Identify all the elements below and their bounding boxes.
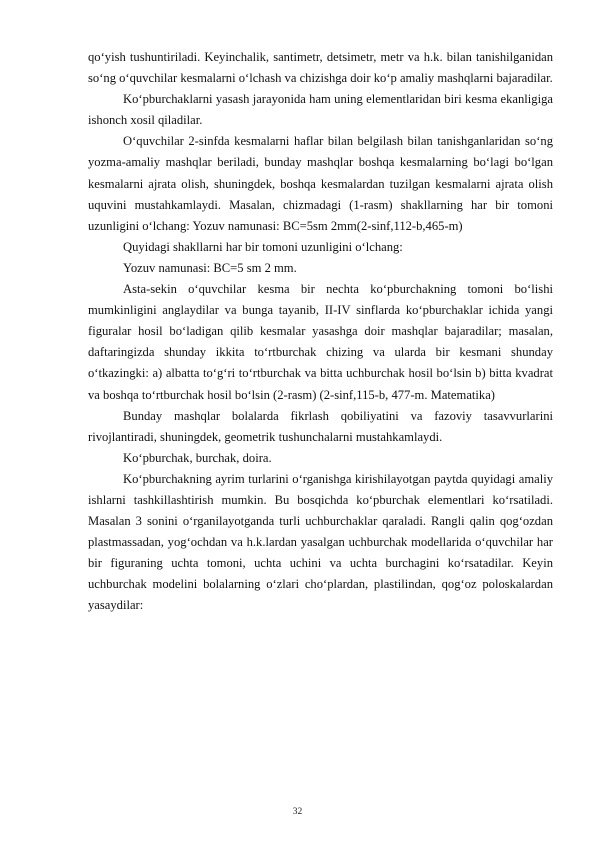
paragraph-gradual-understanding: Asta-sekin o‘quvchilar kesma bir nechta ko‘pburchakning tomoni bo‘lishi mumkinligini anglaydilar va bunga tayanib, II-IV sinflarda ko‘pburchaklar ichida yangi figuralar hosil bo‘ladigan qilib kesmalar yasashga doir mashqlar bajaradilar; masalan, daftaringizda shunday ikkita to‘rtburchak chizing va ularda bir kesmani shunday o‘tkazingki: a) albatta to‘g‘ri to‘rtburchak va bitta uchburchak hosil bo‘lsin b) bitta kvadrat va boshqa to‘rtburchak hosil bo‘lsin (2-rasm) (2-sinf,115-b, 477-m. Matematika) (88, 282, 553, 402)
paragraph-sample-notation: Yozuv namunasi: BC=5 sm 2 mm. (123, 260, 297, 275)
paragraph-practical-work: Ko‘pburchakning ayrim turlarini o‘rganishga kirishilayotgan paytda quyidagi amaliy ishlarni tashkillashtirish mumkin. Bu bosqichda ko‘pburchak elementlari ko‘rsatiladi. Masalan 3 sonini o‘rganilayotganda turli uchburchaklar qaraladi. Rangli qalin qog‘ozdan plastmassadan, yog‘ochdan va h.k.lardan yasalgan uchburchak modellarida o‘quvchilar har bir figuraning uchta tomoni, uchta uchini va uchta burchagini ko‘rsatadilar. Keyin uchburchak modelini bolalarning o‘zlari cho‘plardan, plastilindan, qog‘oz poloskalardan yasaydilar: (88, 471, 553, 613)
page-number: 32 (292, 807, 303, 817)
body-text (88, 47, 553, 617)
paragraph-polygon-elements: Ko‘pburchaklarni yasash jarayonida ham uning elementlaridan biri kesma ekanligiga ishonch xosil qiladilar. (88, 92, 553, 128)
paragraph-labeling-segments: O‘quvchilar 2-sinfda kesmalarni haflar bilan belgilash bilan tanishganlaridan so‘ng yozma-amaliy mashqlar beriladi, bunday mashqlar boshqa kesmalarning bo‘lagi bo‘lgan kesmalarni ajrata olish, shuningdek, boshqa kesmalardan tuzilgan kesmalarni ajrata olish uquvini mustahkamlaydi. Masalan, chizmadagi (1-rasm) shakllarning har bir tomoni uzunligini o‘lchang: Yozuv namunasi: BC=5sm 2mm(2-sinf,112-b,465-m) (88, 134, 553, 233)
paragraph-exercise-benefits: Bunday mashqlar bolalarda fikrlash qobiliyatini va fazoviy tasavvurlarini rivojlantiradi, shuningdek, geometrik tushunchalarni mustahkamlaydi. (88, 408, 553, 444)
paragraph-measure-instruction: Quyidagi shakllarni har bir tomoni uzunligini o‘lchang: (123, 239, 403, 254)
paragraph-topic-heading: Ko‘pburchak, burchak, doira. (123, 450, 272, 465)
paragraph-continuation: qo‘yish tushuntiriladi. Keyinchalik, santimetr, detsimetr, metr va h.k. bilan tanishilganidan so‘ng o‘quvchilar kesmalarni o‘lchash va chizishga doir ko‘p amaliy mashqlarni bajaradilar. (88, 50, 553, 86)
